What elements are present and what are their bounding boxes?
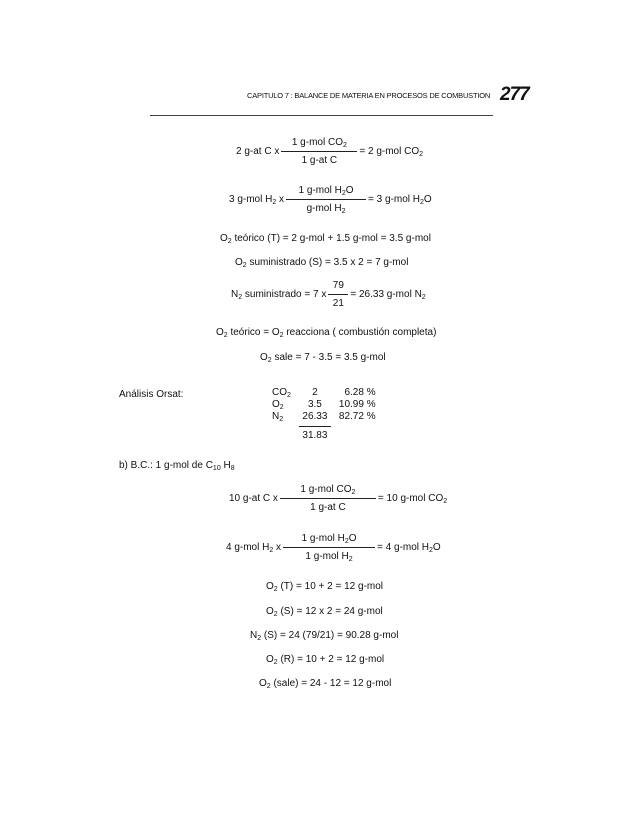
fraction-denominator: 1 g-at C (310, 502, 346, 513)
o2-supplied-a: $O_2$ suministrado (S) = 3.5 x 2 = 7 g-mol (235, 257, 409, 269)
equation-lhs: $N_2$ suministrado = 7 x (231, 289, 327, 301)
equation-lhs: 4 g-mol $H_2$ x (226, 542, 282, 554)
o2-supplied-b: $O_2$ (S) = 12 x 2 = 24 g-mol (266, 606, 383, 618)
fraction-denominator: g-mol $H_2$ (306, 203, 346, 215)
total-cell (295, 423, 335, 442)
equation-rhs: = 4 g-mol $H_2O$ (377, 542, 441, 554)
part-b-heading: b) B.C.: 1 g-mol de $C_{10}$ $H_8$ (119, 460, 235, 472)
fraction-numerator: 1 g-mol $CO_2$ (291, 137, 347, 149)
orsat-label: Análisis Orsat: (119, 389, 184, 400)
gas-moles: 2 (312, 387, 318, 398)
header-rule (150, 115, 493, 116)
sum-line (299, 426, 331, 427)
fraction (328, 280, 348, 309)
fraction (286, 185, 366, 214)
equation-hydrogen-b (226, 533, 441, 562)
gas-percent: 82.72 % (338, 411, 376, 422)
o2-reacts-b: $O_2$ (R) = 10 + 2 = 12 g-mol (266, 654, 385, 666)
equation-nitrogen-a (231, 280, 426, 309)
o2-theoretical-a: $O_2$ teórico (T) = 2 g-mol + 1.5 g-mol = 3.5 g-mol (220, 233, 431, 245)
equation-hydrogen-a (229, 185, 432, 214)
orsat-table (268, 387, 380, 442)
equation-lhs: 3 g-mol $H_2$ x (229, 194, 285, 206)
fraction-denominator: 1 g-mol $H_2$ (305, 551, 353, 563)
gas-percent: 10.99 % (338, 399, 376, 410)
equation-rhs: = 26.33 g-mol $N_2$ (350, 289, 426, 301)
o2-theoretical-b: $O_2$ (T) = 10 + 2 = 12 g-mol (266, 581, 384, 593)
o2-leaves-b: $O_2$ (sale) = 24 - 12 = 12 g-mol (259, 678, 392, 690)
fraction-numerator: 1 g-mol $H_2O$ (298, 185, 354, 197)
fraction-numerator: 1 g-mol $H_2O$ (301, 533, 357, 545)
n2-supplied-b: $N_2$ (S) = 24 (79/21) = 90.28 g-mol (250, 630, 399, 642)
o2-leaves-a: $O_2$ sale = 7 - 3.5 = 3.5 g-mol (260, 352, 386, 364)
fraction (281, 137, 357, 166)
fraction (280, 484, 376, 513)
gas-name: $N_2$ (272, 411, 284, 423)
table-row (268, 387, 380, 399)
gas-moles: 26.33 (302, 411, 328, 422)
equation-lhs: 2 g-at C x (236, 146, 280, 157)
fraction (283, 533, 375, 562)
gas-moles: 3.5 (307, 399, 322, 410)
equation-lhs: 10 g-at C x (229, 493, 278, 504)
table-row (268, 399, 380, 411)
gas-percent: 6.28 % (344, 387, 376, 398)
gas-name: $O_2$ (272, 399, 284, 411)
equation-rhs: = 10 g-mol $CO_2$ (377, 493, 448, 505)
fraction-numerator: 79 (332, 280, 344, 291)
equation-rhs: = 3 g-mol $H_2O$ (368, 194, 432, 206)
page-number: 277 (500, 84, 529, 105)
chapter-header: CAPITULO 7 : BALANCE DE MATERIA EN PROCESOS DE COMBUSTION (247, 91, 491, 100)
gas-name: $CO_2$ (272, 387, 291, 399)
o2-reacts-a: $O_2$ teórico = $O_2$ reacciona ( combustión completa) (216, 327, 437, 339)
orsat-total: 31.83 (302, 430, 328, 441)
fraction-numerator: 1 g-mol $CO_2$ (300, 484, 356, 496)
table-row (268, 411, 380, 423)
table-row (268, 423, 380, 442)
equation-rhs: = 2 g-mol $CO_2$ (359, 146, 424, 158)
fraction-denominator: 21 (332, 298, 344, 309)
equation-carbon-b (229, 484, 447, 513)
equation-carbon-a (236, 137, 423, 166)
fraction-denominator: 1 g-at C (301, 155, 338, 166)
